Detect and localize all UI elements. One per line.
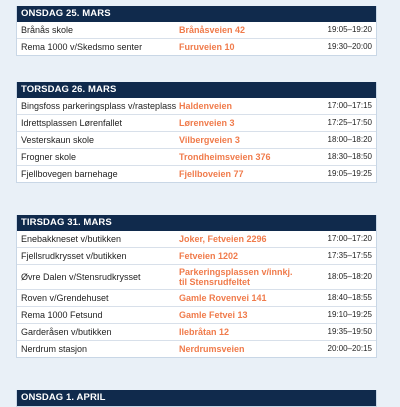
schedule-row [17, 115, 376, 132]
schedule-row [17, 39, 376, 55]
stop-address: Fjellboveien 77 [179, 169, 244, 179]
stop-location: Rema 1000 Fetsund [21, 310, 103, 320]
stop-location: Øvre Dalen v/Stensrudkrysset [21, 272, 141, 282]
section-header: TORSDAG 26. MARS [17, 82, 376, 98]
stop-address: Gamle Rovenvei 141 [179, 293, 267, 303]
schedule-row [17, 132, 376, 149]
stop-time: 19:05–19:25 [327, 169, 372, 178]
stop-time: 17:35–17:55 [327, 251, 372, 260]
stop-location: Rema 1000 v/Skedsmo senter [21, 42, 143, 52]
schedule-section [16, 215, 377, 358]
stop-address: Haldenveien [179, 101, 233, 111]
stop-time: 18:05–18:20 [327, 272, 372, 281]
stop-address: Furuveien 10 [179, 42, 235, 52]
stop-time: 19:10–19:25 [327, 310, 372, 319]
schedule-section [16, 390, 377, 407]
stop-address: Gamle Fetvei 13 [179, 310, 248, 320]
stop-address: Lørenveien 3 [179, 118, 235, 128]
stop-location: Fjellsrudkrysset v/butikken [21, 251, 127, 261]
schedule-page [16, 0, 377, 407]
stop-time: 17:00–17:20 [327, 234, 372, 243]
stop-address: Ilebråtan 12 [179, 327, 230, 337]
schedule-row [17, 98, 376, 115]
schedule-section [16, 6, 377, 56]
section-header: ONSDAG 25. MARS [17, 6, 376, 22]
stop-time: 18:30–18:50 [327, 152, 372, 161]
stop-location: Roven v/Grendehuset [21, 293, 109, 303]
stop-address: Fetveien 1202 [179, 251, 239, 261]
schedule-row [17, 307, 376, 324]
stop-time: 19:05–19:20 [327, 25, 372, 34]
schedule-row [17, 341, 376, 357]
stop-location: Idrettsplassen Lørenfallet [21, 118, 123, 128]
stop-address: Brånåsveien 42 [179, 25, 246, 35]
schedule-section [16, 82, 377, 183]
stop-time: 19:30–20:00 [327, 42, 372, 51]
schedule-row [17, 324, 376, 341]
stop-location: Frogner skole [21, 152, 77, 162]
stop-location: Garderåsen v/butikken [21, 327, 112, 337]
schedule-row [17, 248, 376, 265]
schedule-row [17, 166, 376, 182]
stop-address-line: til Stensrudfeltet [179, 277, 251, 287]
schedule-row [17, 265, 376, 290]
stop-address: Joker, Fetveien 2296 [179, 234, 267, 244]
schedule-row [17, 149, 376, 166]
section-header: ONSDAG 1. APRIL [17, 390, 376, 406]
schedule-row [17, 231, 376, 248]
schedule-row [17, 290, 376, 307]
stop-time: 19:35–19:50 [327, 327, 372, 336]
stop-time: 18:40–18:55 [327, 293, 372, 302]
stop-address [179, 267, 293, 287]
stop-time: 18:00–18:20 [327, 135, 372, 144]
stop-location: Brånås skole [21, 25, 74, 35]
schedule-row [17, 22, 376, 39]
stop-location: Bingsfoss parkeringsplass v/rasteplass [21, 101, 177, 111]
stop-location: Vesterskaun skole [21, 135, 95, 145]
stop-address: Vilbergveien 3 [179, 135, 240, 145]
stop-time: 17:25–17:50 [327, 118, 372, 127]
stop-location: Fjellbovegen barnehage [21, 169, 118, 179]
stop-location: Nerdrum stasjon [21, 344, 88, 354]
stop-location: Enebakkneset v/butikken [21, 234, 122, 244]
stop-address: Trondheimsveien 376 [179, 152, 271, 162]
stop-address: Nerdrumsveien [179, 344, 245, 354]
section-header: TIRSDAG 31. MARS [17, 215, 376, 231]
stop-address-line: Parkeringsplassen v/innkj. [179, 267, 293, 277]
stop-time: 17:00–17:15 [327, 101, 372, 110]
stop-time: 20:00–20:15 [327, 344, 372, 353]
